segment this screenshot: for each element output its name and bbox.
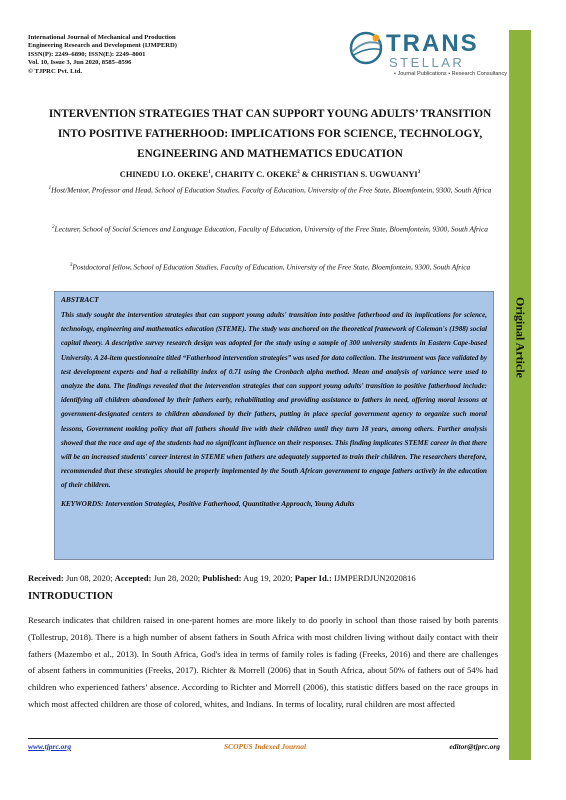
received-date: Jun 08, 2020; xyxy=(65,573,113,583)
logo-word-trans: TRANS xyxy=(386,30,479,57)
author-separator: & xyxy=(299,170,311,179)
footer-divider xyxy=(28,738,498,739)
article-type-sidebar xyxy=(509,30,531,760)
footer-email[interactable]: editor@tjprc.org xyxy=(449,742,500,751)
keywords: KEYWORDS: Intervention Strategies, Positive Fatherhood, Quantitative Approach, Young Adults xyxy=(61,498,355,508)
article-title: INTERVENTION STRATEGIES THAT CAN SUPPORT YOUNG ADULTS’ TRANSITION INTO POSITIVE FATHERHOOD: IMPLICATIONS FOR SCIENCE, TECHNOLOGY, ENGINEERING AND MATHEMATICS EDUCATION xyxy=(48,108,492,160)
affiliation xyxy=(40,182,500,198)
author-sup: 2 xyxy=(297,170,300,176)
author-name: CHINEDU I.O. OKEKE xyxy=(119,170,209,179)
affiliation xyxy=(40,259,500,275)
author-sup: 1 xyxy=(208,170,211,176)
publication-dates xyxy=(28,573,508,583)
journal-line: Vol. 10, Issue 3, Jun 2020, 8585–8596 xyxy=(28,59,132,67)
affiliation-sup: 2 xyxy=(52,225,55,230)
trans-stellar-logo xyxy=(346,26,507,88)
affiliation-text: Postdoctoral fellow, School of Education Studies, Faculty of Education, University of the Free State, Bloemfontein, 9300, South Africa xyxy=(72,262,471,272)
affiliation-sup: 1 xyxy=(48,186,52,191)
footer-indexed: SCOPUS Indexed Journal xyxy=(223,742,307,751)
accepted-date: Jun 28, 2020; xyxy=(153,573,201,583)
abstract-body: This study sought the intervention strategies that can support young adults' transition into positive fatherhood and its implications for science, technology, engineering and mathematics education (STEME). The study was anchored on the theoretical framework of Coleman's (1988) social capital theory. A descriptive survey research design was adopted for the study using a sample of 300 university students in Eastern Cape-based University. A 24-item questionnaire titled “Fatherhood intervention strategies” was used for data collection. The instrument was face validated by test development experts and had a reliability index of 0.71 using the Cronbach alpha method. Mean and analysis of variance were used to analyze the data. The findings revealed that the intervention strategies that can support young adults' transition to positive fatherhood include: identifying all children abandoned by their fathers early, rehabilitating and providing assistance to fathers in need, offering moral lessons at government-designated centers to children abandoned by their fathers, putting in place special government agency to organize such moral lessons, Government making policy that all fathers should live with their children until they turn 18 years, among others. Further analysis showed that the race and age of the students had no significant influence on their responses. This finding implicates STEME career in that there will be an increased students' career interest in STEME when fathers are adequately supported to train their children. The researchers therefore, recommended that these strategies should be properly implemented by the South African government to engage fathers actively in the education of their children. xyxy=(61,311,487,490)
paper-id-label: Paper Id.: xyxy=(294,573,332,583)
article-type-label: Original Article xyxy=(513,297,528,378)
author-name: CHARITY C. OKEKE xyxy=(214,170,298,179)
journal-line: ISSN(P): 2249–6890; ISSN(E): 2249–8001 xyxy=(28,50,146,58)
journal-line: © TJPRC Pvt. Ltd. xyxy=(28,67,83,75)
abstract-box xyxy=(54,291,494,560)
paper-id: IJMPERDJUN2020816 xyxy=(333,573,416,583)
footer-website-link[interactable]: www.tjprc.org xyxy=(28,742,72,751)
logo-word-stellar: STELLAR xyxy=(389,55,465,70)
introduction-body: Research indicates that children raised in one-parent homes are more likely to do poorly in school than those raised by both parents (Tollestrup, 2018). There is a high number of absent fathers in South Africa with most children living without daily contact with their fathers (Mazembo et al., 2013). In South Africa, God's idea in terms of family roles is fading (Freeks, 2016) and there are challenges of absent fathers in communities (Freeks, 2017). Richter & Morrell (2006) that in South Africa, about 50% of fathers out of 54% had children who experienced fathers’ absence. According to Richter and Morrell (2006), this statistic differs based on the race groups in which most affected children are those of colored, whites, and Indians. In terms of locality, rural children are most affected xyxy=(28,615,498,709)
section-heading: INTRODUCTION xyxy=(28,591,113,602)
affiliation-text: Host/Mentor, Professor and Head, School of Education Studies, Faculty of Education, University of the Free State, Bloemfontein, 9300, South Africa xyxy=(51,185,492,195)
author-separator: , xyxy=(210,170,215,179)
affiliation xyxy=(40,221,500,237)
globe-ring-icon xyxy=(346,28,386,68)
author-sup: 3 xyxy=(417,170,421,176)
affiliation-sup: 3 xyxy=(69,263,73,268)
logo-tagline: • Journal Publications • Research Consultancy xyxy=(394,71,507,77)
published-label: Published: xyxy=(202,573,242,583)
received-label: Received: xyxy=(28,573,64,583)
abstract-heading: ABSTRACT xyxy=(61,295,99,304)
published-date: Aug 19, 2020; xyxy=(243,573,293,583)
journal-line: International Journal of Mechanical and Production xyxy=(28,34,176,41)
author-name: CHRISTIAN S. UGWUANYI xyxy=(310,170,418,179)
affiliation-text: Lecturer, School of Social Sciences and Language Education, Faculty of Education, University of the Free State, Bloemfontein, 9300, South Africa xyxy=(54,224,488,234)
author-list xyxy=(40,170,500,179)
journal-line: Engineering Research and Development (IJMPERD) xyxy=(28,42,177,50)
journal-info xyxy=(28,34,328,76)
accepted-label: Accepted: xyxy=(114,573,152,583)
